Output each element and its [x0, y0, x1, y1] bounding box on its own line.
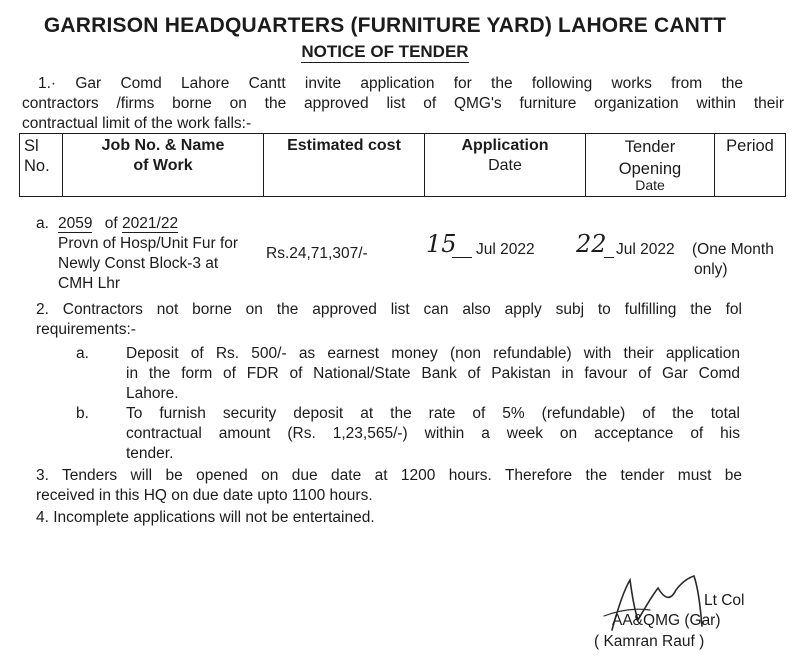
row-a-period-line-1: (One Month [692, 241, 774, 258]
col-app-line1: Application [461, 137, 549, 154]
signature-appointment: AA&QMG (Gar) [612, 612, 721, 629]
notice-title: GARRISON HEADQUARTERS (FURNITURE YARD) LAHORE CANTT [43, 14, 727, 37]
row-a-tender-day-line [604, 257, 614, 258]
col-period-line1: Period [726, 137, 774, 155]
row-a-tender-day: 22 [576, 230, 607, 258]
row-a-application-month: Jul 2022 [476, 241, 535, 258]
col-tender-line3: Date [635, 180, 665, 190]
para4-line-1: 4. Incomplete applications will not be entertained. [36, 509, 375, 526]
works-table-header [19, 133, 786, 197]
col-tender-line1: Tender [624, 138, 676, 156]
intro-line-3: contractual limit of the work falls:- [22, 115, 252, 132]
col-tender-opening-date [586, 134, 715, 197]
para2-b-line-2: contractual amount (Rs. 1,23,565/-) within a week on acceptance of his [126, 425, 740, 442]
col-job-line1: Job No. & Name [101, 137, 225, 154]
col-tender-line2: Opening [618, 160, 682, 178]
para2-a-label: a. [76, 345, 89, 362]
row-a-period-line-2: only) [694, 261, 728, 278]
para2-a-line-3: Lahore. [126, 385, 179, 402]
col-period [715, 134, 786, 197]
notice-subtitle-text: NOTICE OF TENDER [301, 42, 469, 61]
intro-line-1: 1.· Gar Comd Lahore Cantt invite application for the following works from the [38, 75, 743, 92]
col-sl-line2: No. [24, 157, 50, 175]
col-sl-line1: Sl [24, 137, 39, 155]
row-a-job-no-1: 2059 [58, 215, 93, 232]
row-a-job-no-3: 2021/22 [122, 215, 179, 232]
row-a-work-line-1: Provn of Hosp/Unit Fur for [58, 235, 239, 252]
para3-line-2: received in this HQ on due date upto 1100 hours. [36, 487, 373, 504]
para3-line-1: 3. Tenders will be opened on due date at 1200 hours. Therefore the tender must be [36, 467, 742, 484]
row-a-work-line-2: Newly Const Block-3 at [58, 255, 219, 272]
signature-name: ( Kamran Rauf ) [594, 633, 705, 650]
row-a-label: a. [36, 215, 49, 232]
para2-line-2: requirements:- [36, 321, 136, 338]
row-a-work-line-3: CMH Lhr [58, 275, 121, 292]
notice-subtitle [0, 42, 770, 62]
col-job-line2: of Work [133, 157, 193, 174]
col-estimated-cost [264, 134, 425, 197]
row-a-job-no [58, 214, 178, 234]
intro-line-2: contractors /firms borne on the approved list of QMG's furniture organization within their [22, 95, 784, 112]
row-a-tender-month: Jul 2022 [616, 241, 675, 258]
row-a-estimated-cost: Rs.24,71,307/- [266, 245, 368, 262]
row-a-application-day-line [452, 257, 472, 258]
col-cost-line1: Estimated cost [287, 137, 401, 154]
para2-b-line-1: To furnish security deposit at the rate of 5% (refundable) of the total [126, 405, 740, 422]
col-sl-no [20, 134, 63, 197]
para2-line-1: 2. Contractors not borne on the approved list can also apply subj to fulfilling the fol [36, 301, 742, 318]
para2-a-line-2: in the form of FDR of National/State Bank of Pakistan in favour of Gar Comd [126, 365, 740, 382]
row-a-application-day: 15 [426, 230, 457, 258]
para2-a-line-1: Deposit of Rs. 500/- as earnest money (non refundable) with their application [126, 345, 740, 362]
col-application-date [425, 134, 586, 197]
para2-b-label: b. [76, 405, 89, 422]
para2-b-line-3: tender. [126, 445, 174, 462]
row-a-job-no-2: of [104, 215, 118, 232]
col-app-line2: Date [488, 157, 522, 174]
signature-rank: Lt Col [704, 592, 745, 609]
col-job-name [63, 134, 264, 197]
